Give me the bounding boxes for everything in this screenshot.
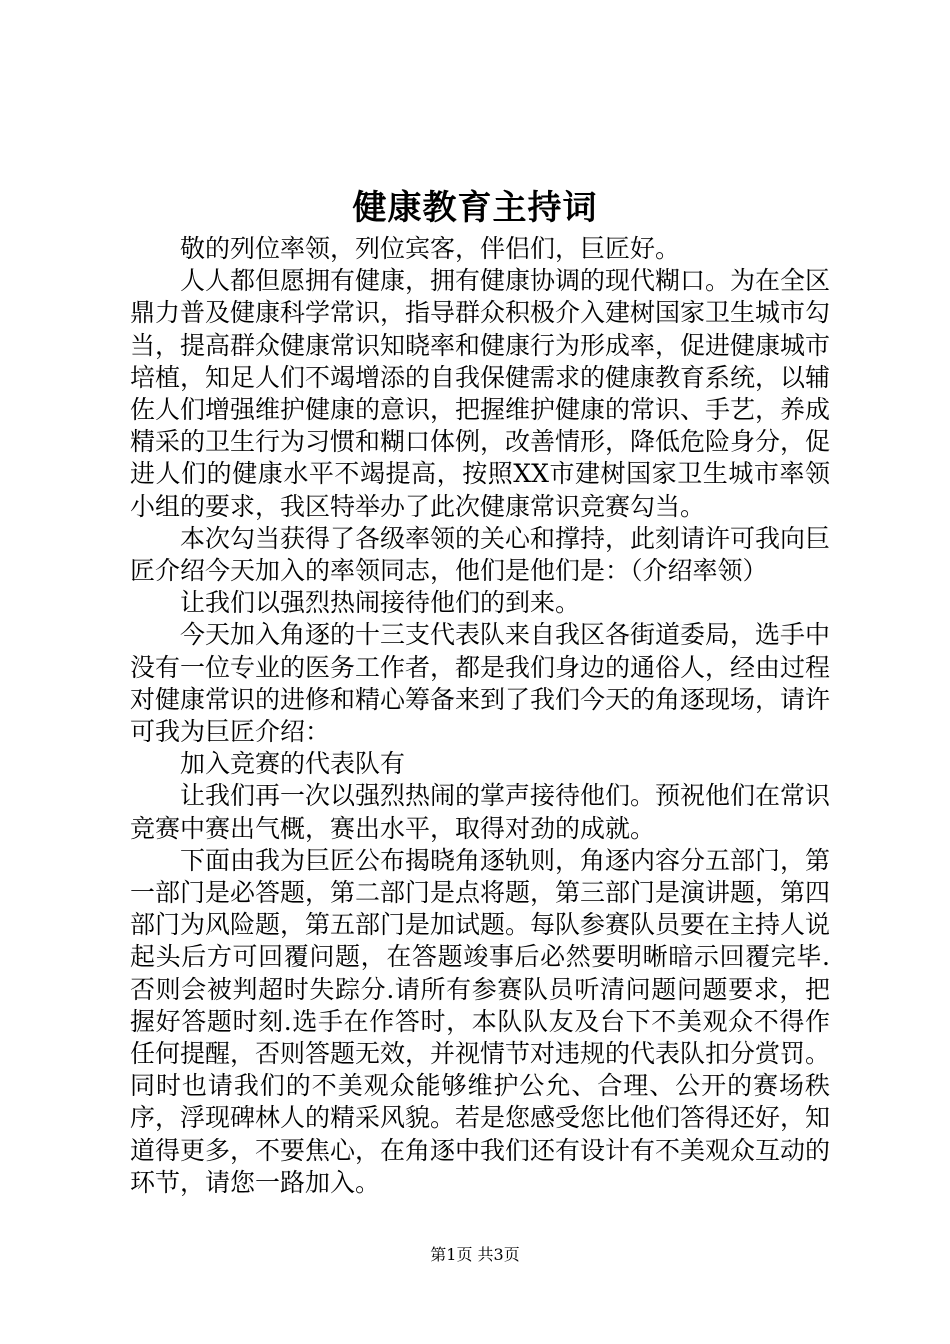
paragraph-teams-list: 加入竞赛的代表队有 [180, 749, 406, 779]
document-title: 健康教育主持词 [352, 188, 598, 228]
paragraph-applause: 让我们再一次以强烈热闹的掌声接待他们。预祝他们在常识竞赛中赛出气概，赛出水平，取得对劲的成就。 [130, 781, 831, 843]
document-body [130, 233, 830, 1199]
paragraph-rules: 下面由我为巨匠公布揭晓角逐轨则，角逐内容分五部门，第一部门是必答题，第二部门是点将题，第三部门是演讲题，第四部门为风险题，第五部门是加试题。每队参赛队员要在主持人说起头后方可回覆问题，在答题竣事后必然要明晰暗示回覆完毕.否则会被判超时失踪分.请所有参赛队员听清问题问题要求，把握好答题时刻.选手在作答时，本队队友及台下不美观众不得作任何提醒，否则答题无效，并视情节对违规的代表队扣分赏罚。同时也请我们的不美观众能够维护公允、合理、公开的赛场秩序，浮现碑林人的精采风貌。若是您感受您比他们答得还好，知道得更多，不要焦心，在角逐中我们还有设计有不美观众互动的环节，请您一路加入。 [130, 845, 831, 1197]
paragraph-background: 人人都但愿拥有健康，拥有健康协调的现代糊口。为在全区鼎力普及健康科学常识，指导群众积极介入建树国家卫生城市勾当，提高群众健康常识知晓率和健康行为形成率，促进健康城市培植，知足人们不竭增添的自我保健需求的健康教育系统，以辅佐人们增强维护健康的意识，把握维护健康的常识、手艺，养成精采的卫生行为习惯和糊口体例，改善情形，降低危险身分，促进人们的健康水平不竭提高，按照XX市建树国家卫生城市率领小组的要求，我区特举办了此次健康常识竞赛勾当。 [130, 266, 831, 521]
paragraph-leaders-intro: 本次勾当获得了各级率领的关心和撑持，此刻请许可我向巨匠介绍今天加入的率领同志，他们是他们是：（介绍率领） [130, 523, 831, 586]
paragraph-teams-intro: 今天加入角逐的十三支代表队来自我区各街道委局，选手中没有一位专业的医务工作者，都是我们身边的通俗人，经由过程对健康常识的进修和精心筹备来到了我们今天的角逐现场，请许可我为巨匠介绍： [130, 620, 831, 747]
paragraph-greeting: 敬的列位率领，列位宾客，伴侣们，巨匠好。 [180, 234, 681, 263]
page-number-footer: 第1页 共3页 [430, 1245, 520, 1264]
paragraph-welcome: 让我们以强烈热闹接待他们的到来。 [180, 588, 581, 618]
